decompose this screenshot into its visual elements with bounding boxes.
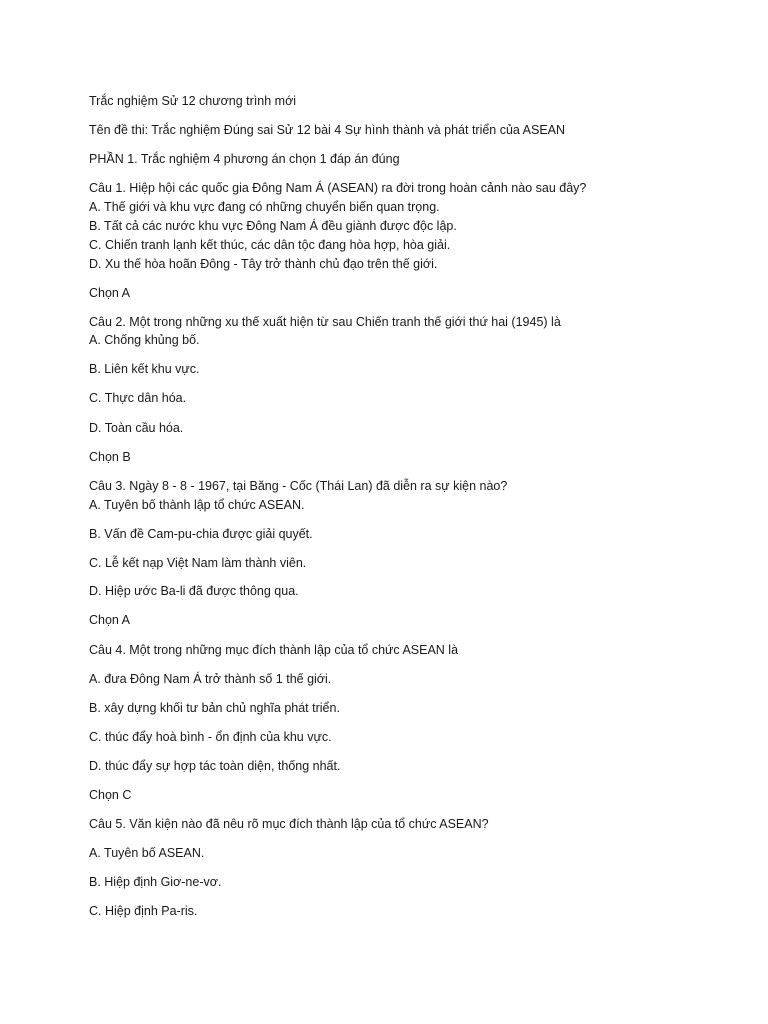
document-title: Trắc nghiệm Sử 12 chương trình mới xyxy=(89,94,297,108)
q4-option-d: D. thúc đẩy sự hợp tác toàn diện, thống nhất. xyxy=(89,759,341,773)
q2-option-d: D. Toàn cầu hóa. xyxy=(89,421,184,435)
question-4: Câu 4. Một trong những mục đích thành lập của tổ chức ASEAN là xyxy=(89,643,459,657)
q1-option-c: C. Chiến tranh lạnh kết thúc, các dân tộc đang hòa hợp, hòa giải. xyxy=(89,238,451,252)
q2-option-a: A. Chống khủng bố. xyxy=(89,333,200,347)
q3-option-b: B. Vấn đề Cam-pu-chia được giải quyết. xyxy=(89,527,313,541)
q1-option-d: D. Xu thế hòa hoãn Đông - Tây trở thành chủ đạo trên thế giới. xyxy=(89,257,438,271)
question-2: Câu 2. Một trong những xu thế xuất hiện từ sau Chiến tranh thế giới thứ hai (1945) là xyxy=(89,315,561,329)
q4-option-a: A. đưa Đông Nam Á trở thành số 1 thế giới. xyxy=(89,672,332,686)
q2-option-c: C. Thực dân hóa. xyxy=(89,391,187,405)
q2-option-b: B. Liên kết khu vực. xyxy=(89,362,200,376)
q4-answer: Chọn C xyxy=(89,788,132,802)
q5-option-c: C. Hiệp định Pa-ris. xyxy=(89,904,198,918)
q1-option-a: A. Thế giới và khu vực đang có những chuyển biến quan trọng. xyxy=(89,200,440,214)
q1-option-b: B. Tất cả các nước khu vực Đông Nam Á đều giành được độc lập. xyxy=(89,219,457,233)
q5-option-b: B. Hiệp định Giơ-ne-vơ. xyxy=(89,875,222,889)
q2-answer: Chọn B xyxy=(89,450,131,464)
q3-option-d: D. Hiệp ước Ba-li đã được thông qua. xyxy=(89,584,299,598)
q3-answer: Chọn A xyxy=(89,613,131,627)
q4-option-c: C. thúc đẩy hoà bình - ổn định của khu vực. xyxy=(89,730,332,744)
question-3: Câu 3. Ngày 8 - 8 - 1967, tại Băng - Cốc (Thái Lan) đã diễn ra sự kiện nào? xyxy=(89,479,508,493)
q5-option-a: A. Tuyên bố ASEAN. xyxy=(89,846,205,860)
question-5: Câu 5. Văn kiện nào đã nêu rõ mục đích thành lập của tổ chức ASEAN? xyxy=(89,817,489,831)
q4-option-b: B. xây dựng khối tư bản chủ nghĩa phát triển. xyxy=(89,701,340,715)
exam-name: Tên đề thi: Trắc nghiệm Đúng sai Sử 12 bài 4 Sự hình thành và phát triển của ASEAN xyxy=(89,123,566,137)
q3-option-c: C. Lễ kết nạp Việt Nam làm thành viên. xyxy=(89,556,307,570)
q3-option-a: A. Tuyên bố thành lập tổ chức ASEAN. xyxy=(89,498,305,512)
q1-answer: Chọn A xyxy=(89,286,131,300)
question-1: Câu 1. Hiệp hội các quốc gia Đông Nam Á (ASEAN) ra đời trong hoàn cảnh nào sau đây? xyxy=(89,181,587,195)
part-heading: PHẦN 1. Trắc nghiệm 4 phương án chọn 1 đáp án đúng xyxy=(89,152,400,166)
